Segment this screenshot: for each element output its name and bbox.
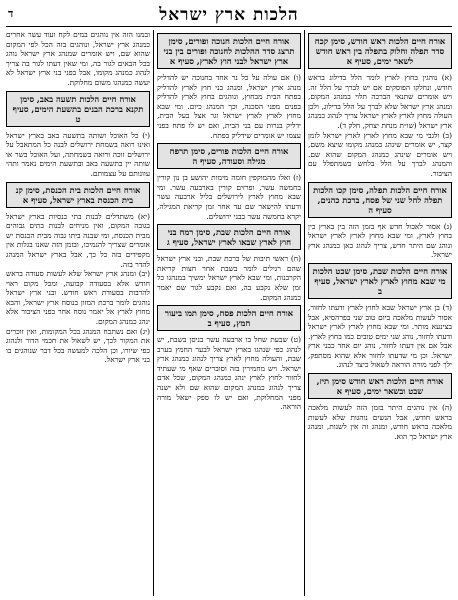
paragraph: (ב) ולגבי מי שבא מחוץ לארץ לארץ ישראל לזמן קצר, יש אומרים שינהג כמנהג מקומו שיצא משם, ויש אומרים שינהג כמנהג המקום שהוא שם. והמנהג לברך על הלל בלחש כשמתפלל עם הציבור. [308,130,452,178]
page-number: ד [8,7,14,20]
paragraph: (ו) אם עולה על כל נר אחד בחנוכה יש להדליק מנהג ארץ ישראל, ומנהג בני חוץ לארץ להדליק בפתח הבית מבחוץ, ונוהגים בחוץ לארץ להדליק בפנים מפני הסכנה, וכך המנהג כיום. ומי שבא מחוץ לארץ לארץ ישראל וגר אצל בעל הבית, ידליק בנרות עם בני הבית, ואם יש לו פתח בפני עצמו יש אומרים שידליק בפתח. [157,73,301,140]
paragraph: (ח) ראשי תיבות של ברכת שבת, ובני ארץ ישראל שהם רגילים לומר בשבת אחר חצות קריאת הקרבנות, ומי שבא לארץ ישראל ימשיך במנהגו כל זמן שלא נקבע בה, ואם נקבע לגור שם יאמר כמנהג המקום. [157,254,301,302]
paragraph: (יב) ומנהג ארץ ישראל שלא לעשות סעודה בראש חודש אלא בסעודה קבועה, ומכל מקום ראוי להרבות בסעודת ראש חודש. ובני ארץ ישראל נוהגים לומר ברכת המזון בנוסח ארץ ישראל, והבא מחוץ לארץ אל יאמר נוסח אחר בפני הציבור אלא ינהג כמנהג המקום. [6,269,150,327]
page [6,4,452,596]
section-heading: אורח חיים הלכות שבת, סימן שכט הלכות מי שבא מחוץ לארץ לארץ ישראל, סעיף ב [308,263,452,299]
paragraph: (יא) משתדלים לבנות בתי כנסיות בארץ ישראל בגובה המקום, ואין מניחים לבנות בתים גבוהים מבית הכנסת, ומי שבנה ביתו גבוה מבית הכנסת יש אומרים שצריך להנמיכו, ובזמן הזה שאנו בגלות אין מקפידים בזה כל כך, אבל בארץ ישראל המנהג להדר בזה. [6,211,150,269]
paragraph: (ז) ואלו מהמוקפין חומה מימות יהושע בן נון קורין בחמשה עשר, ופרזים קורין בארבעה עשר. ומי שבא מחוץ לארץ לירושלים בליל ארבעה עשר ודעתו להישאר שם עד אחר זמן קריאת המגילה, יקרא בחמשה עשר כבני ירושלים. [157,173,301,221]
page-header [6,4,452,27]
section-heading: אורח חיים הלכות תשעה באב, סימן תקנא ברכת הבנים בתשעת הימים, סעיף ט [6,91,150,127]
paragraph: (י) כל האוכל ושותה בתשעה באב בארץ ישראל ואינו רואה בשמחת ירושלים לבנה כל המתאבל על ירושלים זוכה ורואה בשמחתה, ועל האוכל בשר או שותה יין בתשעה באב ובתשעת הימים נאמר ותהי עוונותם על עצמותם. [6,130,150,178]
column-middle [157,30,301,596]
section-heading: אורח חיים הלכות תפלה, סימן קכו הלכות תפלה לחל שני של פסח, ברכת כהנים, סעיף ה [308,182,452,218]
paragraph: ובמנו הזה אין נוהגים במים לקח ועוד עשר אחרים כמנהג ארץ ישראל, ונוהגים בזה הכל לפי המקום שהוא שם, ויש אומרים שמנהג ארץ ישראל נוהג בכל הבאים לגור בה, ומי שאין דעתו לגור בה צריך לנהוג כמנהג מקומו, אבל בפני בני ארץ ישראל לא יעשה כמנהגו משום מחלוקת. [6,30,150,87]
paragraph: (ד) בן ארץ ישראל שבא לחוץ לארץ ודעתו לחזור, אסור לעשות מלאכה ביום טוב שני בפרהסיא, אבל בצינעא מותר. ומי שבא מחוץ לארץ לארץ ישראל ודעתו לחזור, נוהג שני ימים טובים כמו בחוץ לארץ. אבל אם אין דעתו לחזור, נוהג יום אחד כבני ארץ ישראל. וכן מי שדעתו לחזור אלא שהוא מסתפק, ילך לפני מורה הוראה לשאול כיצד לנהוג. [308,302,452,370]
paragraph: (א) נוהגין בחוץ לארץ לומר הלל בדילוג בראש חודש, ונחלקו הפוסקים אם יש לברך על הלל זה. ויש אומרים שתנאי הברכה תלוי במנהג המקום, ומנהג ארץ ישראל שלא לברך על הלל בדילוג, ולכן העולה מחוץ לארץ לארץ ישראל צריך לנהוג כמנהג ארץ ישראל (שו״ת מנחת יצחק, חלק ד). [308,73,452,130]
section-heading: אורח חיים הלכות פסח, סימן תמו ביעור חמץ, סעיף ב [157,305,301,331]
paragraph: (יג) ואם נשתכח המנהג בכל המקומות, ואין זוכרים את המקור לכך, יש לשאול את חכמי הדור ולנהוג כפי שיורו, וכן הלכה למעשה בכל דבר שנוהגים בו בני ארץ ישראל. [6,326,150,365]
column-right [308,30,452,596]
paragraph: (ג) אסור לאכול חדש אף בזמן הזה בין בארץ בין בחוץ לארץ, ומי שבא מחוץ לארץ לארץ ישראל ונוהג שם היתר חדש, צריך לנהוג כאן כמנהג ארץ ישראל. [308,221,452,260]
column-divider [304,30,305,596]
column-divider [153,30,154,596]
column-left [6,30,150,596]
section-heading: אורח חיים הלכות בית הכנסת, סימן קנ בית הכנסת בארץ ישראל, סעיף א [6,182,150,208]
section-heading: אורח חיים הלכות ראש חודש סימן תיז, שבט ובשאר ימים, סעיף א [308,373,452,399]
page-title: הלכות ארץ ישראל [159,5,299,25]
section-heading: אורח חיים הלכות חנוכה ופורים, סימן תרצג סדר ההלכות לחנוכה ופורים בין בני ארץ ישראל לבני חוץ לארץ, סעיף א [157,33,301,69]
section-heading: אורח חיים הלכות פורים, סימן תרפח מגילה וסעודה, סעיף ה [157,143,301,169]
section-heading: אורח חיים הלכות שבת, סימן רמח בני חוץ לארץ שבאו לארץ ישראל, סעיף ג [157,224,301,250]
section-heading: אורח חיים הלכות ראש חודש, סימן קכח סדר תפלה וחלוק בתפלה בין ראש חודש לשאר ימים, סעיף א [308,33,452,69]
paragraph: (ה) אין נוהגים היתר בזמן הזה לעשות מלאכה בראש חודש, אבל הנשים נוהגות שלא לעשות מלאכה בראש חודש, ומנהג זה אין לשנות, ומנהג ארץ ישראל כך הוא. [308,403,452,441]
paragraph: (ט) שבעת שחל בו ארבעה עשר בניסן בשבת, יש לנהוג כפי שנהגו בארץ ישראל לבער החמץ בערב שבת, והעולה מחוץ לארץ צריך לנהוג כמנהג ארץ ישראל. ויש מחמירין בזה וסוברים שאף מי שעתיד לחזור לחוץ לארץ ינהג כמנהג המקום, שכל אדם צריך לנהוג כמנהג המקום שהוא שם ולא ישנה מפני המחלוקת, ואם יש לו ספק ישאל מורה הוראה. [157,335,301,412]
